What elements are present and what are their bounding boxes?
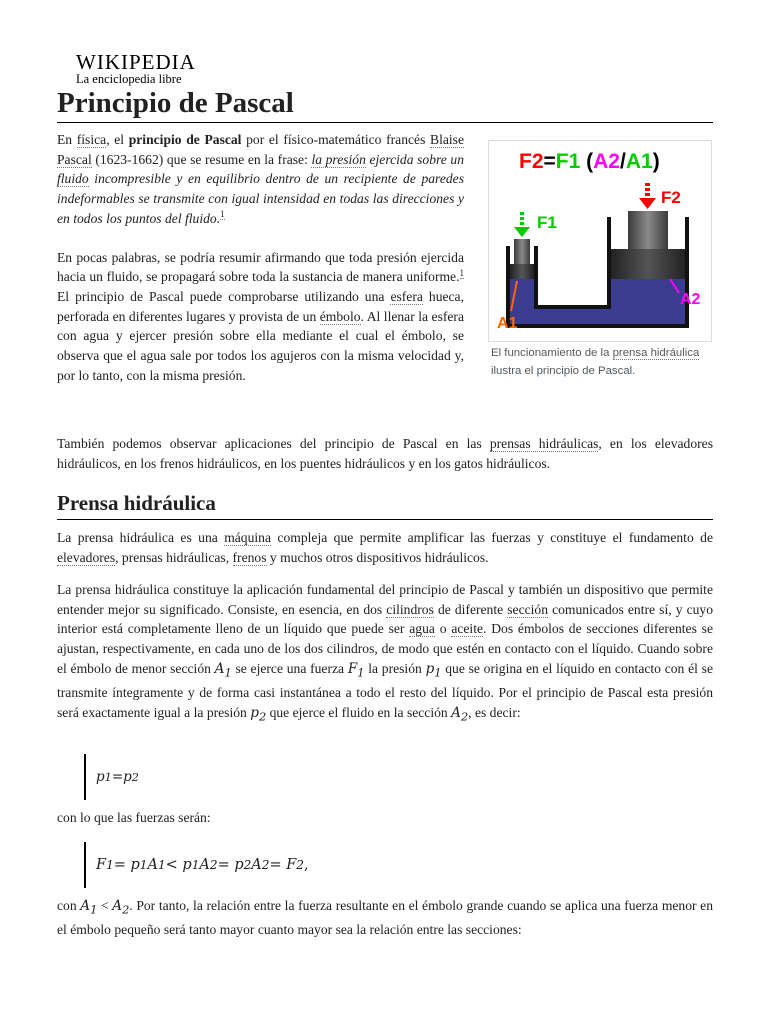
text: la presión — [364, 660, 426, 676]
reference-1b[interactable]: 1 — [459, 267, 464, 278]
link-seccion[interactable]: sección — [507, 601, 549, 617]
arrow-f1-icon — [514, 212, 530, 237]
math-a2: $A_2$ — [451, 704, 469, 724]
math-a2: $A_2$ — [112, 898, 130, 917]
text: por el físico-matemático francés — [241, 132, 431, 147]
page-title: Principio de Pascal — [57, 86, 713, 123]
text: . Dos émbolos de secciones diferentes se ajustan, respectivamente, en cada uno de los dos cilindros, de modo que estén en contacto con el líquido. Cuando sobre el émbolo de menor sección — [57, 621, 714, 676]
text: La prensa hidráulica es una — [57, 530, 225, 545]
math-f1: $F_1$ — [347, 660, 365, 680]
link-cilindros[interactable]: cilindros — [386, 601, 434, 617]
link-presion[interactable]: la presión — [311, 151, 366, 167]
link-fluido[interactable]: fluido — [57, 171, 89, 187]
text: y muchos otros dispositivos hidráulicos. — [266, 549, 489, 565]
text: El funcionamiento de la — [491, 347, 613, 359]
link-prensas-hidraulicas[interactable]: prensas hidráulicas — [489, 436, 599, 451]
equation-pressure: p 1 = p 2 — [84, 754, 139, 800]
text: En — [57, 132, 77, 147]
text: incompresible y en equilibrio dentro de un recipiente de paredes indeformables se transmite con igual intensidad en todas las direcciones y en todos los puntos del fluido. — [57, 171, 464, 226]
text: . Por tanto, la relación entre la fuerza resultante en el émbolo grande cuando se aplica una fuerza menor en el émbolo pequeño será tanto mayor cuanto mayor sea la relación entre las secciones: — [57, 898, 714, 938]
text: que se origina en el líquido en contacto con él se transmite íntegramente y de forma casi instantánea a todo el resto del líquido. Por el principio de Pascal esta presión será exactamente igual a la presión — [57, 660, 713, 720]
section-heading-prensa: Prensa hidráulica — [57, 490, 713, 520]
intro-paragraph-1 — [57, 130, 464, 229]
text: hueca, perforada en diferentes lugares y provista de un — [57, 288, 464, 324]
paragraph-applications — [57, 434, 713, 473]
paragraph-conclusion — [57, 896, 713, 940]
text: , en los elevadores hidráulicos, en los frenos hidráulicos, en los puentes hidráulicos y en los gatos hidráulicos. — [57, 436, 713, 471]
logo-tagline: La enciclopedia libre — [76, 72, 182, 86]
hydraulic-press-diagram — [489, 141, 711, 341]
figure-hydraulic-press — [488, 140, 712, 380]
figure-image[interactable] — [488, 140, 712, 342]
text: < — [97, 898, 113, 913]
link-maquina[interactable]: máquina — [224, 530, 272, 545]
link-esfera[interactable]: esfera — [390, 288, 423, 304]
text: de diferente — [433, 601, 508, 617]
math-a1: $A_1$ — [80, 898, 98, 917]
link-frenos[interactable]: frenos — [232, 549, 267, 565]
intro-section — [57, 130, 464, 385]
text: La prensa hidráulica constituye la aplicación fundamental del principio de Pascal y también un dispositivo que permite entender mejor su significado. Consiste, en esencia, en dos — [57, 582, 713, 617]
text: comunicados entre sí, y cuyo interior está completamente lleno de un líquido que puede ser — [57, 601, 713, 637]
text: . Al llenar la esfera con agua y ejercer presión sobre ella mediante el cual el émbolo, se observa que el agua sale por todos los agujeros con la misma velocidad y, por lo tanto, con la misma presión. — [57, 308, 464, 383]
text: que ejerce el fluido en la sección — [266, 704, 452, 720]
text: ilustra el principio de Pascal. — [491, 364, 636, 377]
text: En pocas palabras, se podría resumir afirmando que toda presión ejercida hacia un fluido, se propagará sobre toda la sustancia de manera uniforme. — [57, 249, 464, 285]
text: se ejerce una fuerza — [231, 660, 348, 676]
link-fisica[interactable]: física — [76, 132, 107, 147]
text: , es decir: — [468, 704, 521, 720]
arrow-f2-icon — [639, 183, 656, 209]
logo-wordmark: WIKIPEDIA — [76, 50, 196, 74]
label-a2: A2 — [680, 291, 701, 308]
link-agua[interactable]: agua — [409, 621, 435, 637]
text: o — [434, 621, 452, 637]
wikipedia-logo[interactable] — [76, 50, 196, 87]
label-f2: F2 — [661, 188, 681, 207]
link-prensa-hidraulica[interactable]: prensa hidráulica — [612, 347, 700, 359]
formula-text: F2=F1 (A2/A1) — [519, 150, 660, 173]
math-a1: $A_1$ — [214, 660, 232, 680]
text: También podemos observar aplicaciones del principio de Pascal en las — [57, 436, 490, 451]
math-p2: $p_2$ — [250, 704, 267, 724]
link-blaise-pascal[interactable]: Blaise Pascal — [57, 132, 464, 167]
link-embolo[interactable]: émbolo — [319, 308, 361, 324]
bold-term: principio de Pascal — [128, 132, 242, 147]
text: compleja que permite amplificar las fuerzas y constituye el fundamento de — [271, 530, 713, 545]
label-f1: F1 — [537, 213, 557, 232]
text: con — [57, 898, 81, 913]
label-a1: A1 — [497, 315, 518, 332]
equation-forces: F 1 = p 1 A 1 < p 1 A 2 = p 2 A 2 = F 2 , — [84, 842, 309, 888]
link-aceite[interactable]: aceite — [451, 621, 484, 637]
text: El principio de Pascal puede comprobarse utilizando una — [57, 288, 391, 304]
reference-1[interactable]: 1 — [220, 209, 225, 220]
paragraph-prensa-1 — [57, 528, 713, 567]
text: (1623-1662) que se resume en la frase: — [91, 151, 312, 167]
text: ejercida sobre un — [365, 151, 465, 167]
intro-paragraph-2 — [57, 248, 464, 386]
text: , el — [106, 132, 129, 147]
paragraph-prensa-2 — [57, 580, 713, 727]
figure-caption — [488, 345, 712, 380]
text: , prensas hidráulicas, — [115, 549, 233, 565]
link-elevadores[interactable]: elevadores — [57, 549, 116, 565]
paragraph-forces: con lo que las fuerzas serán: — [57, 810, 211, 825]
math-p1: $p_1$ — [425, 660, 442, 680]
